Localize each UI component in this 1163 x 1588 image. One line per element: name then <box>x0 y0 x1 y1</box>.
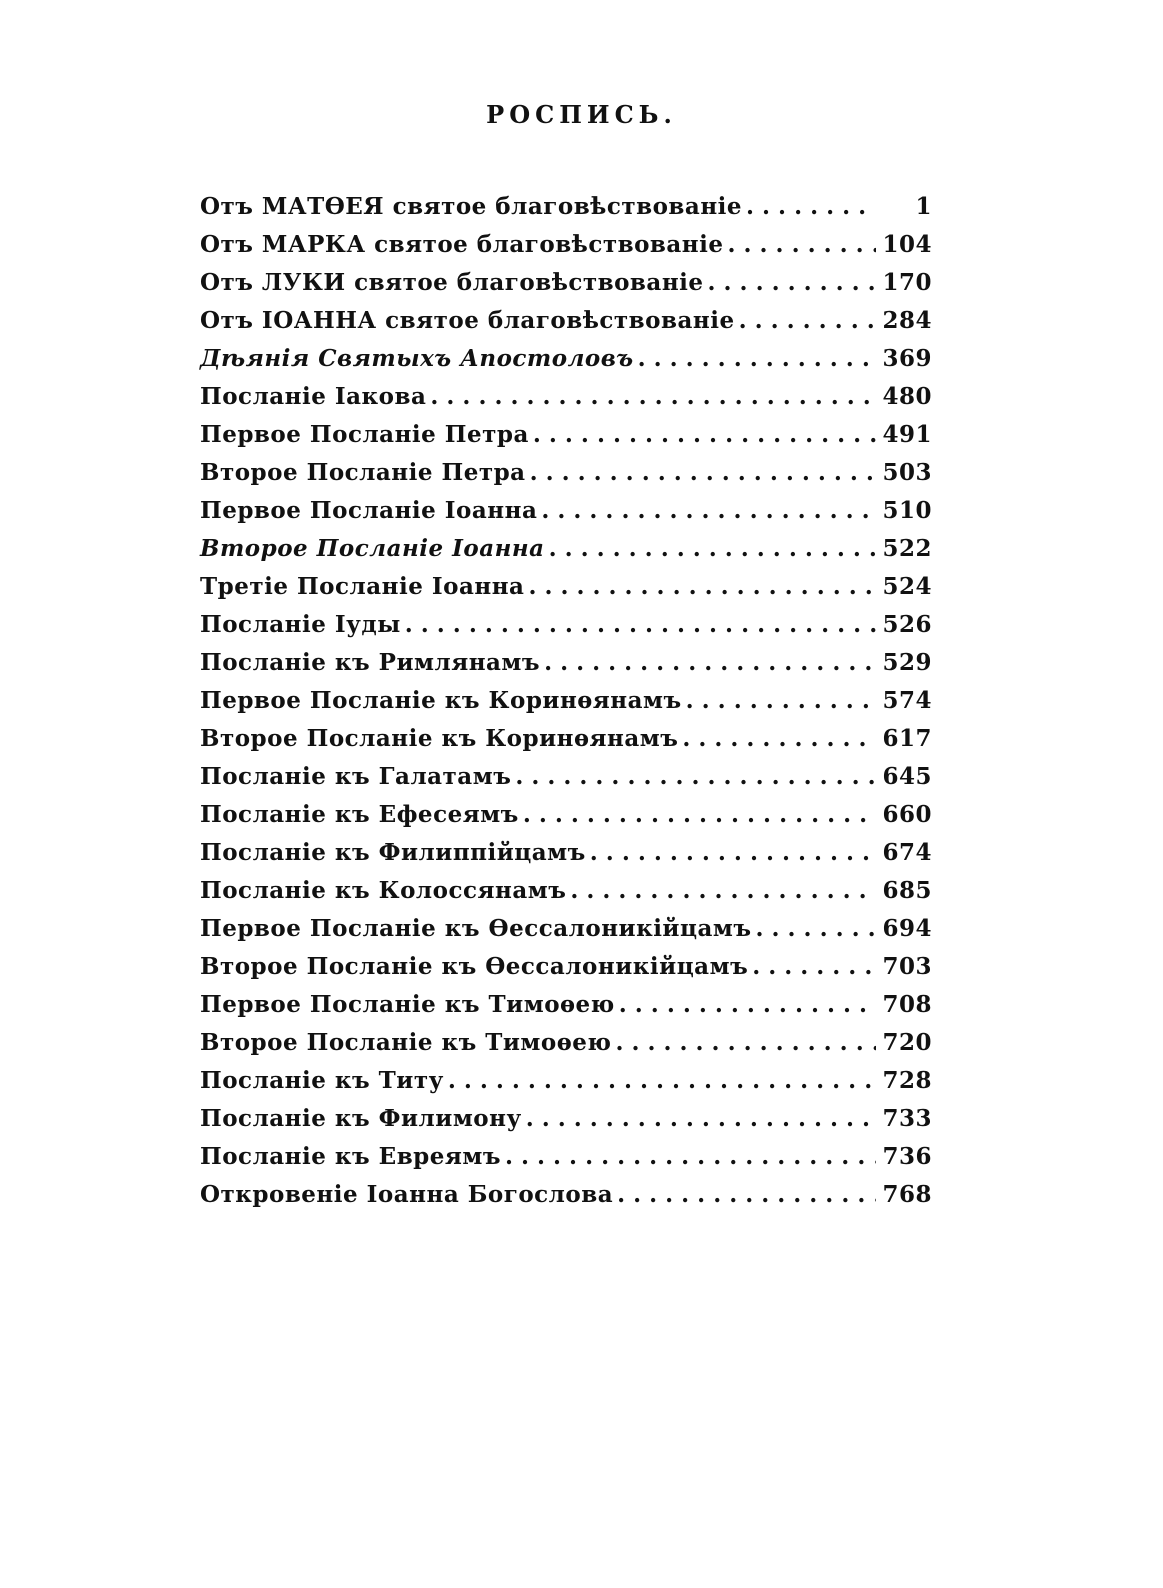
dot-leader <box>570 877 876 904</box>
toc-entry-page-number: 1 <box>915 193 932 220</box>
dot-leader <box>430 383 876 410</box>
toc-entry-page-number: 526 <box>882 611 932 638</box>
toc-entry-title: Посланіе къ Филимону <box>200 1105 522 1132</box>
toc-entry-title: Первое Посланіе Іоанна <box>200 497 538 524</box>
toc-entry-title: Первое Посланіе къ Ѳессалоникійцамъ <box>200 915 752 942</box>
toc-entry-title: Второе Посланіе Іоанна <box>200 535 545 562</box>
dot-leader <box>515 763 876 790</box>
toc-entry-page-number: 728 <box>882 1067 932 1094</box>
toc-entry-page-number: 703 <box>882 953 932 980</box>
toc-entry-title: Откровеніе Іоанна Богослова <box>200 1181 614 1208</box>
toc-entry <box>200 1143 932 1181</box>
dot-leader <box>523 801 876 828</box>
toc-entry-page-number: 720 <box>882 1029 932 1056</box>
toc-entry <box>200 497 932 535</box>
toc-entry-page-number: 104 <box>882 231 932 258</box>
toc-entry-title: Второе Посланіе къ Ѳессалоникійцамъ <box>200 953 749 980</box>
toc-entry-page-number: 660 <box>882 801 932 828</box>
toc-entry-title: Посланіе къ Римлянамъ <box>200 649 541 676</box>
toc-entry-title: Отъ МАРКА святое благовѣствованіе <box>200 231 724 258</box>
toc-entry-title: Посланіе Іакова <box>200 383 427 410</box>
toc-entry-page-number: 574 <box>882 687 932 714</box>
toc-entry-title: Посланіе къ Филиппійцамъ <box>200 839 586 866</box>
toc-entry-title: Посланіе къ Колоссянамъ <box>200 877 567 904</box>
page-title: РОСПИСЬ. <box>486 100 677 129</box>
dot-leader <box>615 1029 876 1056</box>
toc-entry-page-number: 480 <box>882 383 932 410</box>
toc-entry <box>200 877 932 915</box>
dot-leader <box>530 459 876 486</box>
toc-entry-page-number: 674 <box>882 839 932 866</box>
dot-leader <box>619 991 876 1018</box>
toc-entry <box>200 535 932 573</box>
toc-entry-page-number: 491 <box>882 421 932 448</box>
toc-entry-page-number: 170 <box>882 269 932 296</box>
toc-entry-page-number: 522 <box>882 535 932 562</box>
toc-entry-page-number: 617 <box>882 725 932 752</box>
toc-entry-page-number: 510 <box>882 497 932 524</box>
toc-entry-page-number: 708 <box>882 991 932 1018</box>
dot-leader <box>505 1143 876 1170</box>
dot-leader <box>541 497 876 524</box>
toc-entry <box>200 953 932 991</box>
toc-entry-page-number: 369 <box>882 345 932 372</box>
toc-entry-title: Второе Посланіе къ Тимоѳею <box>200 1029 612 1056</box>
toc-entry <box>200 269 932 307</box>
toc-entry-page-number: 524 <box>882 573 932 600</box>
toc-entry-title: Третіе Посланіе Іоанна <box>200 573 525 600</box>
dot-leader <box>405 611 876 638</box>
toc-entry-title: Второе Посланіе Петра <box>200 459 526 486</box>
toc-entry-page-number: 503 <box>882 459 932 486</box>
toc-entry-page-number: 685 <box>882 877 932 904</box>
toc-entry <box>200 459 932 497</box>
toc-entry-page-number: 645 <box>882 763 932 790</box>
toc-entry-page-number: 284 <box>882 307 932 334</box>
toc-entry-title: Первое Посланіе къ Тимоѳею <box>200 991 615 1018</box>
toc-entry <box>200 383 932 421</box>
toc-entry <box>200 1029 932 1067</box>
toc-entry <box>200 307 932 345</box>
toc-entry-title: Посланіе къ Ефесеямъ <box>200 801 519 828</box>
toc-entry <box>200 687 932 725</box>
toc-entry-title: Отъ МАТѲЕЯ святое благовѣствованіе <box>200 193 743 220</box>
dot-leader <box>617 1181 876 1208</box>
dot-leader <box>448 1067 876 1094</box>
toc-entry <box>200 421 932 459</box>
toc-entry <box>200 1181 932 1219</box>
toc-entry-title: Второе Посланіе къ Коринѳянамъ <box>200 725 679 752</box>
toc-entry <box>200 345 932 383</box>
toc-entry-page-number: 736 <box>882 1143 932 1170</box>
table-of-contents <box>200 193 932 1219</box>
toc-entry <box>200 839 932 877</box>
toc-entry <box>200 1105 932 1143</box>
dot-leader <box>590 839 876 866</box>
dot-leader <box>544 649 876 676</box>
toc-entry-title: Отъ ІОАННА святое благовѣствованіе <box>200 307 735 334</box>
dot-leader <box>533 421 876 448</box>
toc-entry-page-number: 733 <box>882 1105 932 1132</box>
toc-entry <box>200 611 932 649</box>
toc-entry <box>200 1067 932 1105</box>
toc-entry-title: Посланіе къ Титу <box>200 1067 444 1094</box>
toc-entry <box>200 193 932 231</box>
toc-entry-title: Посланіе къ Евреямъ <box>200 1143 501 1170</box>
dot-leader <box>686 687 876 714</box>
dot-leader <box>682 725 876 752</box>
toc-entry <box>200 573 932 611</box>
toc-entry <box>200 801 932 839</box>
dot-leader <box>528 573 876 600</box>
toc-entry-title: Посланіе къ Галатамъ <box>200 763 512 790</box>
toc-entry <box>200 763 932 801</box>
toc-entry-page-number: 768 <box>882 1181 932 1208</box>
dot-leader <box>728 231 876 258</box>
dot-leader <box>708 269 876 296</box>
toc-entry-title: Первое Посланіе Петра <box>200 421 529 448</box>
dot-leader <box>638 345 876 372</box>
toc-entry-page-number: 529 <box>882 649 932 676</box>
dot-leader <box>756 915 876 942</box>
toc-entry-page-number: 694 <box>882 915 932 942</box>
toc-entry-title: Отъ ЛУКИ святое благовѣствованіе <box>200 269 704 296</box>
dot-leader <box>752 953 876 980</box>
dot-leader <box>746 193 876 220</box>
toc-entry-title: Первое Посланіе къ Коринѳянамъ <box>200 687 682 714</box>
dot-leader <box>739 307 876 334</box>
toc-entry <box>200 231 932 269</box>
toc-entry <box>200 991 932 1029</box>
dot-leader <box>549 535 876 562</box>
toc-entry <box>200 725 932 763</box>
toc-entry-title: Дѣянія Святыхъ Апостоловъ <box>200 345 634 372</box>
toc-entry-title: Посланіе Іуды <box>200 611 401 638</box>
dot-leader <box>526 1105 876 1132</box>
toc-entry <box>200 649 932 687</box>
toc-entry <box>200 915 932 953</box>
